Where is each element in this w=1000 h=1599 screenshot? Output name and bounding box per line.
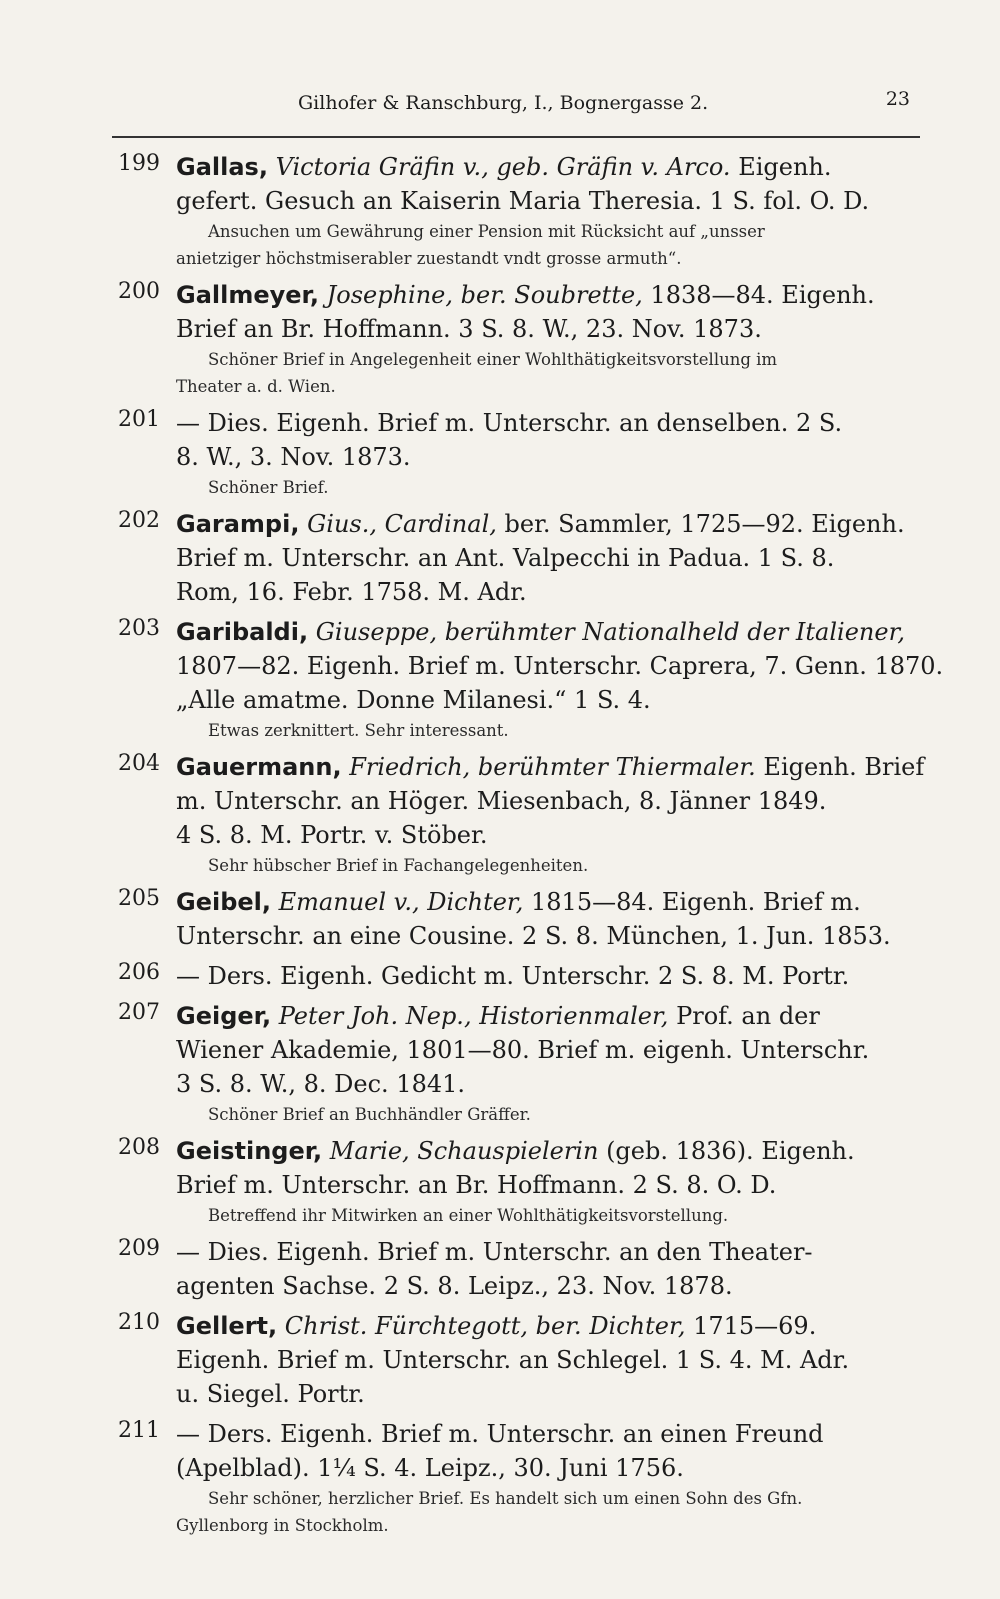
entry-text: Eigenh. bbox=[730, 153, 832, 181]
entry-number: 206 bbox=[118, 960, 160, 985]
entry-line bbox=[176, 1417, 938, 1451]
entry-note: Etwas zerknittert. Sehr interessant. bbox=[208, 721, 509, 740]
entry-description: Marie, Schauspielerin bbox=[329, 1137, 599, 1165]
entry-line bbox=[176, 649, 944, 683]
entry-line bbox=[176, 750, 938, 784]
entry-note: Ansuchen um Gewährung einer Pension mit Rücksicht auf „unsser bbox=[208, 222, 765, 241]
entry-line bbox=[176, 615, 938, 649]
entry-number: 205 bbox=[118, 886, 160, 911]
entry-description: Peter Joh. Nep., Historienmaler, bbox=[278, 1002, 669, 1030]
entry-line bbox=[176, 1451, 938, 1485]
entry-text: 1715—69. bbox=[685, 1312, 817, 1340]
running-head: Gilhofer & Ranschburg, I., Bognergasse 2. bbox=[298, 92, 709, 114]
entry-number: 199 bbox=[118, 151, 160, 176]
catalog-entry bbox=[118, 885, 938, 953]
entry-number: 200 bbox=[118, 279, 160, 304]
entry-text: Eigenh. Brief m. Unterschr. an Schlegel. 1 S. 4. M. Adr. bbox=[176, 1346, 850, 1374]
entry-line bbox=[176, 278, 938, 312]
entry-text: Brief an Br. Hoffmann. 3 S. 8. W., 23. Nov. 1873. bbox=[176, 315, 762, 343]
entry-name: Gallmeyer, bbox=[176, 281, 319, 309]
entry-line bbox=[176, 406, 938, 440]
page-number: 23 bbox=[885, 88, 910, 110]
entry-line bbox=[176, 1377, 938, 1411]
entry-number: 202 bbox=[118, 508, 160, 533]
entry-line bbox=[176, 575, 938, 609]
entry-description: Emanuel v., Dichter, bbox=[278, 888, 524, 916]
entry-text: — Dies. Eigenh. Brief m. Unterschr. an denselben. 2 S. bbox=[176, 409, 843, 437]
entry-text: Wiener Akademie, 1801—80. Brief m. eigenh. Unterschr. bbox=[176, 1036, 870, 1064]
catalog-entry bbox=[118, 615, 944, 744]
entry-note: Schöner Brief in Angelegenheit einer Wohlthätigkeitsvorstellung im bbox=[208, 350, 778, 369]
entry-line bbox=[176, 818, 938, 852]
entry-note: Sehr hübscher Brief in Fachangelegenheiten. bbox=[208, 856, 589, 875]
entry-name: Geibel, bbox=[176, 888, 272, 916]
entry-line bbox=[176, 1269, 938, 1303]
entry-line bbox=[176, 541, 938, 575]
entry-note: anietziger höchstmiserabler zuestandt vndt grosse armuth“. bbox=[176, 249, 682, 268]
entry-line bbox=[176, 784, 938, 818]
entry-line bbox=[176, 312, 938, 346]
entry-text: 1838—84. Eigenh. bbox=[642, 281, 875, 309]
entry-text: — Ders. Eigenh. Brief m. Unterschr. an einen Freund bbox=[176, 1420, 824, 1448]
catalog-entry bbox=[118, 959, 938, 993]
entry-note: Gyllenborg in Stockholm. bbox=[176, 1516, 389, 1535]
entry-text: „Alle amatme. Donne Milanesi.“ 1 S. 4. bbox=[176, 686, 651, 714]
catalog-entry bbox=[118, 150, 938, 272]
entry-text: 1807—82. Eigenh. Brief m. Unterschr. Caprera, 7. Genn. 1870. bbox=[176, 652, 944, 680]
entry-line bbox=[176, 1343, 938, 1377]
entry-text: (Apelblad). 1¼ S. 4. Leipz., 30. Juni 1756. bbox=[176, 1454, 684, 1482]
entry-number: 209 bbox=[118, 1236, 160, 1261]
catalog-entry bbox=[118, 406, 938, 501]
entry-line bbox=[176, 507, 938, 541]
entry-line bbox=[176, 440, 938, 474]
catalog-entry bbox=[118, 278, 938, 400]
entry-text: Brief m. Unterschr. an Ant. Valpecchi in Padua. 1 S. 8. bbox=[176, 544, 835, 572]
entry-name: Garampi, bbox=[176, 510, 300, 538]
entry-note: Schöner Brief. bbox=[208, 478, 329, 497]
entry-description: Victoria Gräfin v., geb. Gräfin v. Arco. bbox=[275, 153, 731, 181]
entry-name: Gellert, bbox=[176, 1312, 278, 1340]
entry-number: 208 bbox=[118, 1135, 160, 1160]
entry-number: 211 bbox=[118, 1418, 160, 1443]
entry-line bbox=[176, 1067, 938, 1101]
entry-text: agenten Sachse. 2 S. 8. Leipz., 23. Nov. 1878. bbox=[176, 1272, 733, 1300]
entry-note: Betreffend ihr Mitwirken an einer Wohlthätigkeitsvorstellung. bbox=[208, 1206, 729, 1225]
header-rule bbox=[112, 136, 920, 138]
entry-line bbox=[176, 919, 938, 953]
entry-text: Eigenh. Brief bbox=[755, 753, 925, 781]
entry-line bbox=[176, 1168, 938, 1202]
entry-description: Josephine, ber. Soubrette, bbox=[326, 281, 643, 309]
entry-number: 203 bbox=[118, 616, 160, 641]
catalog-entry bbox=[118, 999, 938, 1128]
entry-text: 8. W., 3. Nov. 1873. bbox=[176, 443, 411, 471]
catalog-entry bbox=[118, 507, 938, 609]
catalog-entry bbox=[118, 1235, 938, 1303]
entry-line bbox=[176, 1134, 938, 1168]
entry-text: Brief m. Unterschr. an Br. Hoffmann. 2 S. 8. O. D. bbox=[176, 1171, 777, 1199]
entry-text: Unterschr. an eine Cousine. 2 S. 8. München, 1. Jun. 1853. bbox=[176, 922, 891, 950]
entry-line bbox=[176, 184, 938, 218]
entry-text: 1815—84. Eigenh. Brief m. bbox=[523, 888, 861, 916]
entry-line bbox=[176, 885, 938, 919]
entry-text: gefert. Gesuch an Kaiserin Maria Theresia. 1 S. fol. O. D. bbox=[176, 187, 870, 215]
entry-text: Prof. an der bbox=[668, 1002, 820, 1030]
entry-note: Schöner Brief an Buchhändler Gräffer. bbox=[208, 1105, 531, 1124]
entry-text: m. Unterschr. an Höger. Miesenbach, 8. Jänner 1849. bbox=[176, 787, 827, 815]
catalog-entry bbox=[118, 1309, 938, 1411]
entry-name: Gauermann, bbox=[176, 753, 342, 781]
entry-note: Theater a. d. Wien. bbox=[176, 377, 336, 396]
entry-text: u. Siegel. Portr. bbox=[176, 1380, 365, 1408]
catalog-entry bbox=[118, 1417, 938, 1539]
entry-line bbox=[176, 999, 938, 1033]
entry-text: — Ders. Eigenh. Gedicht m. Unterschr. 2 S. 8. M. Portr. bbox=[176, 962, 850, 990]
entry-number: 207 bbox=[118, 1000, 160, 1025]
catalog-entries bbox=[118, 150, 944, 1545]
entry-line bbox=[176, 1235, 938, 1269]
entry-description: Gius., Cardinal, bbox=[307, 510, 497, 538]
entry-name: Geistinger, bbox=[176, 1137, 323, 1165]
entry-text: 3 S. 8. W., 8. Dec. 1841. bbox=[176, 1070, 466, 1098]
entry-note: Sehr schöner, herzlicher Brief. Es handelt sich um einen Sohn des Gfn. bbox=[208, 1489, 803, 1508]
catalog-entry bbox=[118, 1134, 938, 1229]
entry-line bbox=[176, 150, 938, 184]
entry-description: Christ. Fürchtegott, ber. Dichter, bbox=[284, 1312, 686, 1340]
catalog-entry bbox=[118, 750, 938, 879]
entry-description: Friedrich, berühmter Thiermaler. bbox=[349, 753, 756, 781]
entry-name: Gallas, bbox=[176, 153, 268, 181]
entry-name: Garibaldi, bbox=[176, 618, 309, 646]
entry-name: Geiger, bbox=[176, 1002, 272, 1030]
page-header bbox=[118, 88, 920, 122]
entry-text: 4 S. 8. M. Portr. v. Stöber. bbox=[176, 821, 488, 849]
entry-text: — Dies. Eigenh. Brief m. Unterschr. an den Theater- bbox=[176, 1238, 813, 1266]
entry-description: Giuseppe, berühmter Nationalheld der Italiener, bbox=[315, 618, 906, 646]
entry-text: Rom, 16. Febr. 1758. M. Adr. bbox=[176, 578, 527, 606]
entry-number: 204 bbox=[118, 751, 160, 776]
entry-line bbox=[176, 1309, 938, 1343]
entry-line bbox=[176, 1033, 938, 1067]
entry-number: 201 bbox=[118, 407, 160, 432]
entry-text: ber. Sammler, 1725—92. Eigenh. bbox=[496, 510, 905, 538]
entry-number: 210 bbox=[118, 1310, 160, 1335]
entry-line bbox=[176, 959, 938, 993]
entry-text: (geb. 1836). Eigenh. bbox=[598, 1137, 855, 1165]
entry-line bbox=[176, 683, 938, 717]
